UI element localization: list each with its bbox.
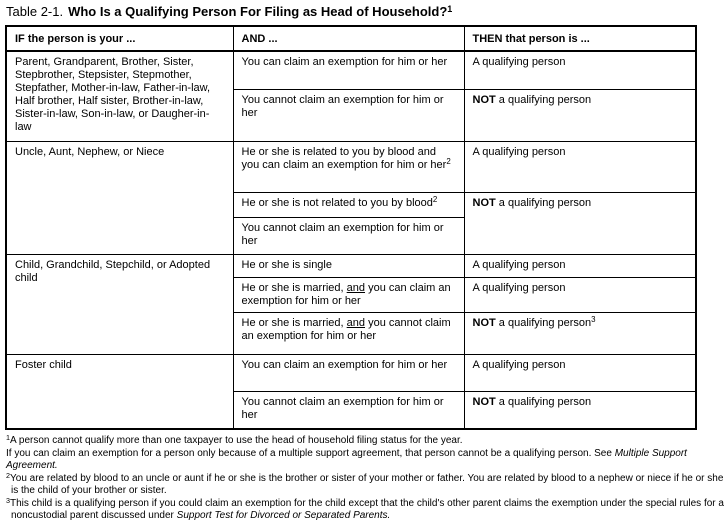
text-run: This child is a qualifying person if you could claim an exemption for the child except that the child's other parent claims the exemption under the special rules for a noncustodial parent discussed under: [10, 498, 724, 521]
text-run: You cannot claim an exemption for him or her: [241, 221, 444, 247]
text-run: He or she is married,: [241, 316, 347, 329]
text-run: and: [346, 316, 366, 329]
text-run: A qualifying person: [472, 145, 566, 158]
text-run: 2: [6, 470, 10, 480]
result-cell: [464, 354, 696, 391]
condition-cell: [233, 141, 464, 192]
condition-cell: [233, 217, 464, 254]
text-run: NOT: [472, 93, 496, 106]
text-run: He or she is married,: [241, 281, 347, 294]
text-run: He or she is related to you by blood and you can claim an exemption for him or her: [241, 145, 447, 171]
text-run: 2: [432, 194, 438, 204]
condition-cell: [233, 277, 464, 312]
result-cell: [464, 254, 696, 277]
result-cell: [464, 51, 696, 89]
table-row: [6, 51, 696, 89]
footnotes: [6, 432, 725, 522]
condition-cell: [233, 312, 464, 354]
text-run: a qualifying person: [495, 196, 592, 209]
text-run: You cannot claim an exemption for him or her: [241, 395, 444, 421]
col-header-if: IF the person is your ...: [6, 26, 233, 51]
text-run: a qualifying person: [495, 316, 592, 329]
condition-cell: [233, 192, 464, 217]
text-run: you cannot claim an exemption for him or her: [241, 316, 451, 342]
text-run: He or she is single: [241, 258, 332, 271]
result-cell: [464, 391, 696, 429]
text-run: you can claim an exemption for him or her: [241, 281, 451, 307]
text-run: and: [346, 281, 366, 294]
result-cell: [464, 89, 696, 141]
table-title: [6, 4, 720, 21]
condition-cell: [233, 354, 464, 391]
text-run: Foster child: [15, 358, 72, 371]
text-run: You are related by blood to an uncle or aunt if he or she is the brother or sister of your mother or father. You are related by blood to a nephew or niece if he or she is the child of your brother or sister.: [10, 473, 724, 496]
person-cell-uncle-aunt: [6, 141, 233, 254]
title-footnote-ref: 1: [447, 4, 453, 14]
text-run: A qualifying person: [472, 258, 566, 271]
text-run: NOT: [472, 395, 496, 408]
footnote-1: [6, 432, 725, 447]
condition-cell: [233, 89, 464, 141]
condition-cell: [233, 391, 464, 429]
footnote-1-continued: [6, 448, 725, 472]
text-run: a qualifying person: [495, 395, 592, 408]
text-run: NOT: [472, 196, 496, 209]
footnote-3: [6, 495, 725, 522]
text-run: Parent, Grandparent, Brother, Sister, Stepbrother, Stepsister, Stepmother, Stepfather, Mother-in-law, Father-in-law, Half brother, Half sister, Brother-in-law, Sister-in-law, Son-in-law, or Daugher-in-law: [15, 56, 211, 133]
text-run: Multiple Support Agreement.: [6, 448, 687, 471]
col-header-then: THEN that person is ...: [464, 26, 696, 51]
result-cell: [464, 192, 696, 254]
text-run: 3: [6, 495, 10, 505]
result-cell: [464, 312, 696, 354]
table-row: [6, 254, 696, 277]
text-run: 3: [591, 314, 596, 324]
text-run: A qualifying person: [472, 281, 566, 294]
text-run: Child, Grandchild, Stepchild, or Adopted child: [15, 258, 211, 284]
table-heading: Who Is a Qualifying Person For Filing as Head of Household?: [68, 4, 448, 19]
text-run: NOT: [472, 316, 496, 329]
qualifying-person-table: [5, 25, 697, 430]
table-row: [6, 141, 696, 192]
condition-cell: [233, 51, 464, 89]
person-cell-foster-child: [6, 354, 233, 429]
text-run: 2: [446, 156, 451, 166]
text-run: You can claim an exemption for him or her: [241, 56, 448, 68]
text-run: He or she is not related to you by blood: [241, 196, 433, 209]
table-row: [6, 354, 696, 391]
text-run: You can claim an exemption for him or her: [241, 358, 448, 371]
condition-cell: [233, 254, 464, 277]
header-row: [6, 26, 696, 51]
person-cell-relatives: [6, 51, 233, 141]
result-cell: [464, 141, 696, 192]
text-run: Support Test for Divorced or Separated Parents.: [176, 510, 391, 521]
table-number: Table 2-1.: [6, 4, 64, 19]
footnote-2: [6, 470, 725, 497]
result-cell: [464, 277, 696, 312]
text-run: Uncle, Aunt, Nephew, or Niece: [15, 145, 165, 158]
text-run: You cannot claim an exemption for him or her: [241, 93, 444, 119]
col-header-and: AND ...: [233, 26, 464, 51]
text-run: 1: [6, 432, 10, 442]
text-run: A qualifying person: [472, 358, 566, 371]
person-cell-child: [6, 254, 233, 354]
text-run: A qualifying person: [472, 56, 566, 68]
text-run: a qualifying person: [495, 93, 592, 106]
text-run: A person cannot qualify more than one taxpayer to use the head of household filing status for the year.: [10, 435, 463, 446]
text-run: If you can claim an exemption for a person only because of a multiple support agreement, that person cannot be a qualifying person. See: [6, 448, 615, 459]
